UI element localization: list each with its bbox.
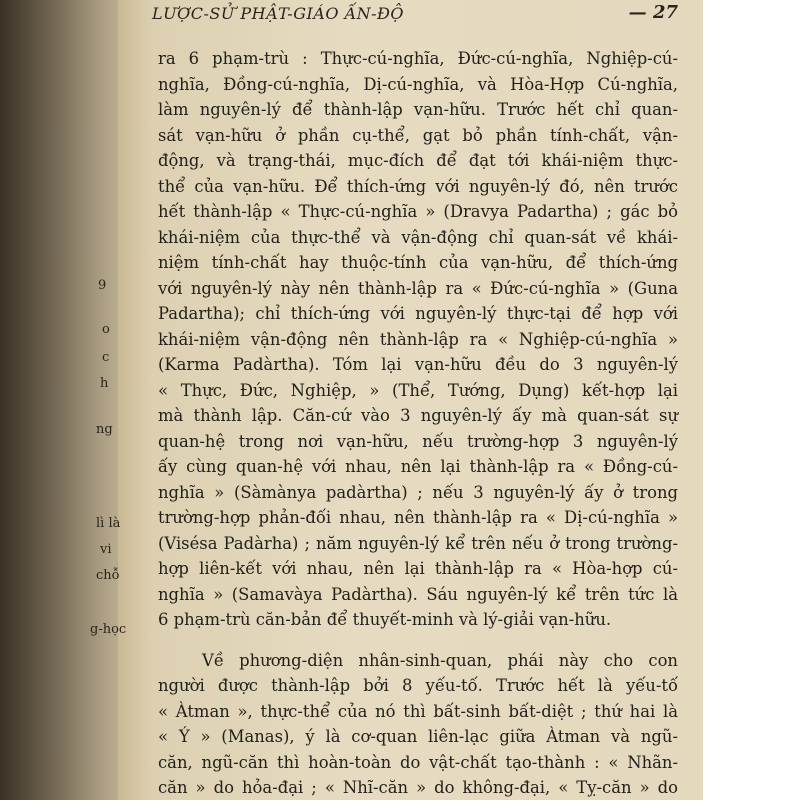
text-line: 6 phạm-trù căn-bản để thuyết-minh và lý-giải vạn-hữu. <box>158 610 612 629</box>
text-line: quan-hệ trong nơi vạn-hữu, nếu trường-hợp 3 nguyên-lý <box>158 431 678 451</box>
text-line: hết thành-lập « Thực-cú-nghĩa » (Dravya Padartha) ; gác bỏ <box>158 202 678 221</box>
text-line: « Ý » (Manas), ý là cơ-quan liên-lạc giữa Àtman và ngũ- <box>158 727 678 746</box>
text-line: sát vạn-hữu ở phần cụ-thể, gạt bỏ phần tính-chất, vận- <box>158 125 678 145</box>
text-line: mà thành lập. Căn-cứ vào 3 nguyên-lý ấy mà quan-sát sự <box>158 406 678 425</box>
page-number: — 27 <box>628 2 678 23</box>
text-line: căn, ngũ-căn thì hoàn-toàn do vật-chất tạo-thành : « Nhãn- <box>158 752 678 772</box>
text-line: căn » do hỏa-đại ; « Nhĩ-căn » do không-đại, « Tỵ-căn » do <box>158 778 678 797</box>
text-line: niệm tính-chất hay thuộc-tính của vạn-hữu, để thích-ứng <box>158 253 678 272</box>
text-line: ra 6 phạm-trù : Thực-cú-nghĩa, Đức-cú-nghĩa, Nghiệp-cú- <box>158 49 678 68</box>
page-header <box>152 2 692 30</box>
text-line: Padartha); chỉ thích-ứng với nguyên-lý thực-tại để hợp với <box>158 304 678 323</box>
text-line: động, và trạng-thái, mục-đích để đạt tới khái-niệm thực- <box>158 151 678 170</box>
facing-page-fragments <box>90 250 127 770</box>
text-line: hợp liên-kết với nhau, nên lại thành-lập ra « Hòa-hợp cú- <box>158 559 678 578</box>
text-line: trường-hợp phản-đối nhau, nên thành-lập ra « Dị-cú-nghĩa » <box>158 508 678 527</box>
text-line: « Àtman », thực-thể của nó thì bất-sinh bất-diệt ; thứ hai là <box>158 701 678 721</box>
margin-fragment: o <box>102 322 110 337</box>
text-line: (Karma Padàrtha). Tóm lại vạn-hữu đều do 3 nguyên-lý <box>158 355 678 374</box>
margin-fragment: lì là <box>96 516 121 531</box>
margin-fragment: chỗ <box>96 568 120 583</box>
margin-fragment: h <box>100 376 109 391</box>
paragraph-gap <box>158 633 678 648</box>
margin-fragment: ng <box>96 422 113 437</box>
running-head: LƯỢC-SỬ PHẬT-GIÁO ẤN-ĐỘ <box>152 4 405 23</box>
book-page <box>118 0 703 800</box>
text-line: thể của vạn-hữu. Để thích-ứng với nguyên-lý đó, nên trước <box>158 176 678 196</box>
text-line: làm nguyên-lý để thành-lập vạn-hữu. Trước hết chỉ quan- <box>158 100 678 119</box>
text-line: nghĩa » (Samavàya Padàrtha). Sáu nguyên-lý kể trên tức là <box>158 584 678 604</box>
margin-fragment: vi <box>100 542 112 557</box>
text-line: khái-niệm của thực-thể và vận-động chỉ quan-sát về khái- <box>158 227 678 247</box>
text-line: Về phương-diện nhân-sinh-quan, phái này cho con <box>202 650 678 670</box>
paragraph-1 <box>158 46 678 633</box>
text-line: khái-niệm vận-động nên thành-lập ra « Nghiệp-cú-nghĩa » <box>158 329 678 349</box>
text-line: với nguyên-lý này nên thành-lập ra « Đức-cú-nghĩa » (Guna <box>158 278 678 298</box>
body-text <box>158 46 678 801</box>
text-line: người được thành-lập bởi 8 yếu-tố. Trước hết là yếu-tố <box>158 676 678 695</box>
text-line: (Visésa Padàrha) ; năm nguyên-lý kể trên nếu ở trong trường- <box>158 533 678 553</box>
margin-fragment: c <box>102 350 110 365</box>
text-line: ấy cùng quan-hệ với nhau, nên lại thành-lập ra « Đồng-cú- <box>158 457 678 476</box>
text-line: nghĩa, Đồng-cú-nghĩa, Dị-cú-nghĩa, và Hòa-Hợp Cú-nghĩa, <box>158 74 678 94</box>
margin-fragment: g-học <box>90 622 127 637</box>
text-line: nghĩa » (Sàmànya padàrtha) ; nếu 3 nguyên-lý ấy ở trong <box>158 482 678 502</box>
paragraph-2 <box>158 648 678 801</box>
text-line: « Thực, Đức, Nghiệp, » (Thể, Tướng, Dụng) kết-hợp lại <box>158 380 678 400</box>
margin-fragment: 9 <box>98 278 107 293</box>
